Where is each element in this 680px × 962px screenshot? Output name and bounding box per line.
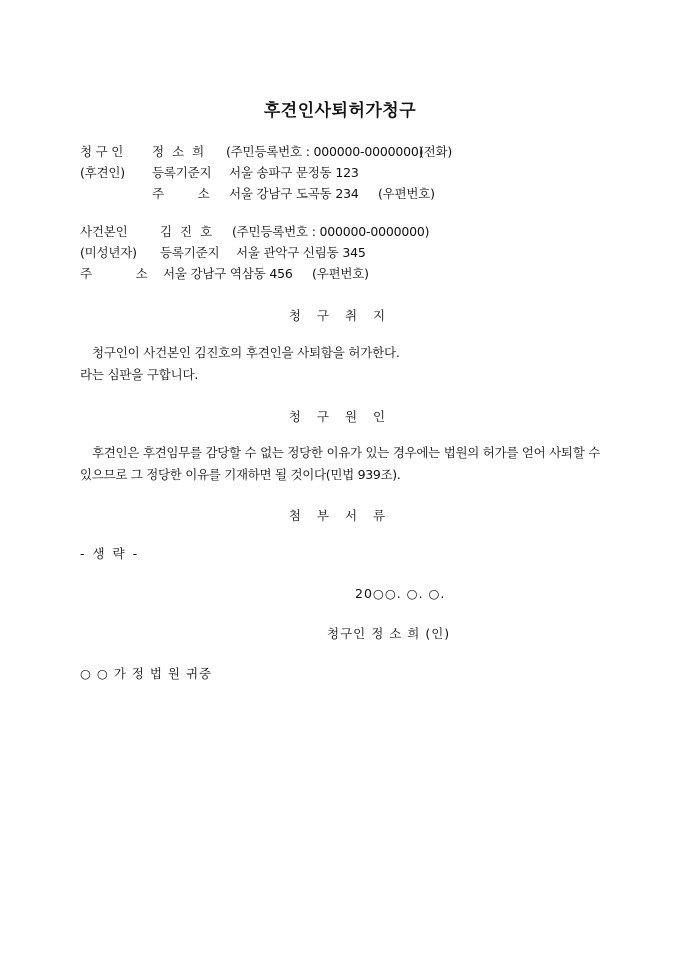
purpose-line-2: 라는 심판을 구합니다.: [80, 367, 199, 382]
principal-name: 김 진 호: [160, 224, 215, 239]
petitioner-addr-postal: (우편번호): [378, 186, 435, 201]
petitioner-label: 청 구 인: [80, 144, 124, 159]
petitioner-reg-label: 등록기준지: [152, 165, 212, 180]
principal-addr-value: 서울 강남구 역삼동 456: [163, 266, 293, 281]
cause-paragraph: 후견인은 후견임무를 감당할 수 없는 정당한 이유가 있는 경우에는 법원의 허가를 얻어 사퇴할 수 있으므로 그 정당한 이유를 기재하면 될 것이다(민법 939조).: [80, 445, 600, 482]
attachments-omitted: - 생 략 -: [80, 546, 140, 561]
cause-heading: 청 구 원 인: [288, 409, 392, 424]
attachments-heading: 첨 부 서 류: [288, 508, 392, 523]
petitioner-id: (주민등록번호 : 000000-0000000): [226, 144, 424, 159]
principal-reg-value: 서울 관악구 신림동 345: [236, 245, 366, 260]
principal-role: (미성년자): [80, 245, 137, 260]
document-title: 후견인사퇴허가청구: [263, 101, 417, 121]
petitioner-role: (후견인): [80, 165, 125, 180]
purpose-line-1: 청구인이 사건본인 김진호의 후견인을 사퇴함을 허가한다.: [92, 345, 400, 360]
principal-label: 사건본인: [80, 224, 128, 239]
purpose-heading: 청 구 취 지: [288, 308, 392, 323]
petitioner-addr-value: 서울 강남구 도곡동 234: [229, 186, 359, 201]
principal-addr-postal: (우편번호): [312, 266, 369, 281]
petitioner-addr-label: 주 소: [152, 186, 210, 201]
petitioner-phone: (전화): [419, 144, 453, 159]
petitioner-reg-value: 서울 송파구 문정동 123: [229, 165, 359, 180]
petitioner-name: 정 소 희: [152, 144, 207, 159]
principal-reg-label: 등록기준지: [160, 245, 220, 260]
petitioner-signature: 청구인 정 소 희 (인): [327, 626, 451, 641]
court-addressee: ○ ○ 가 정 법 원 귀중: [80, 666, 213, 681]
principal-id: (주민등록번호 : 000000-0000000): [232, 224, 430, 239]
principal-addr-label: 주 소: [80, 266, 148, 281]
filing-date: 20○○. ○. ○.: [355, 586, 446, 601]
